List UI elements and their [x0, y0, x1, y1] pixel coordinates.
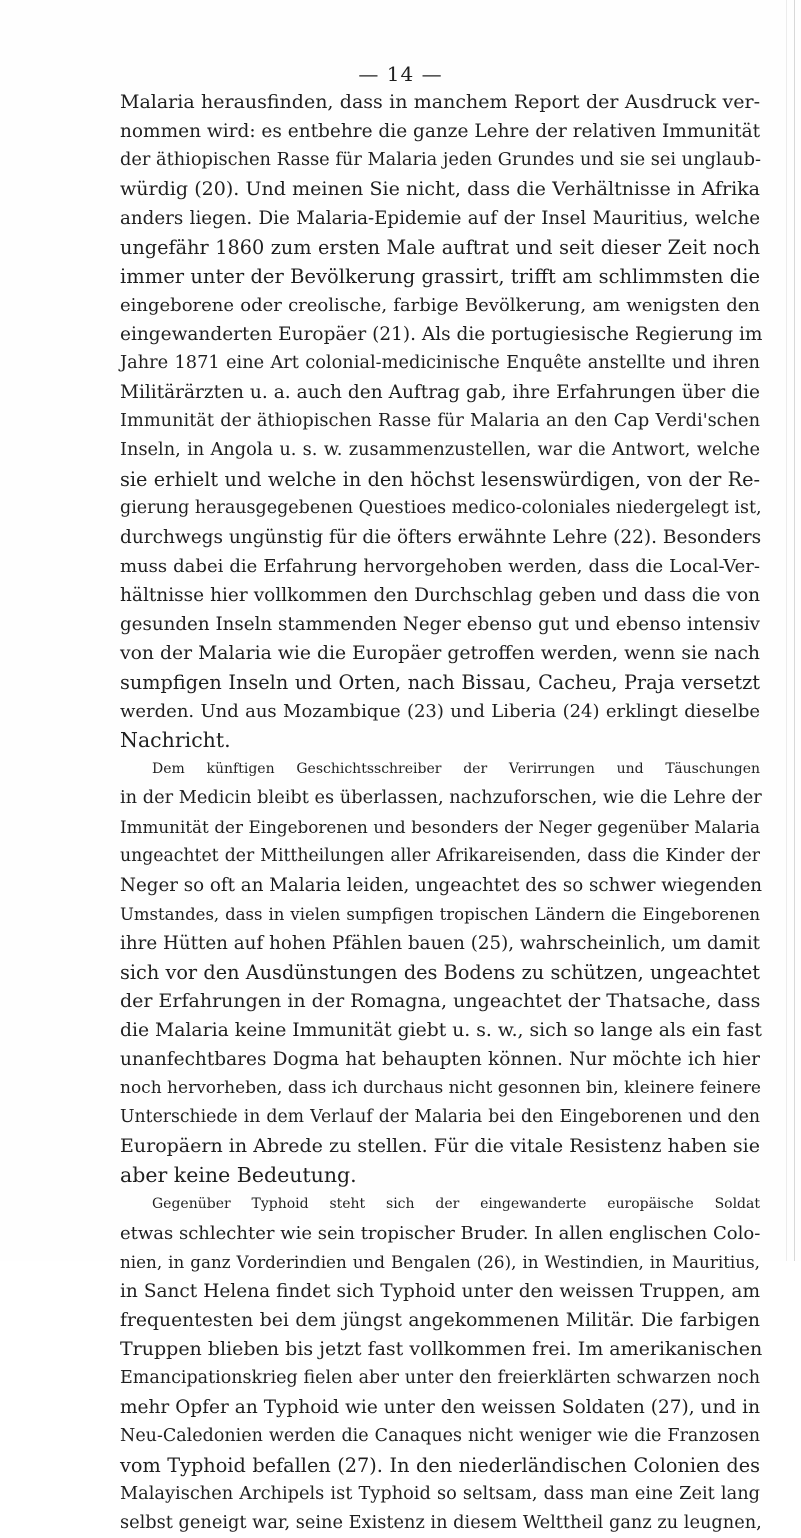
text-line: Unterschiede in dem Verlauf der Malaria bei den Eingeborenen und den: [120, 1107, 760, 1127]
text-line: Umstandes, dass in vielen sumpfigen tropischen Ländern die Eingeborenen: [120, 905, 760, 924]
text-line: gesunden Inseln stammenden Neger ebenso gut und ebenso intensiv: [120, 614, 760, 635]
text-line: etwas schlechter wie sein tropischer Bruder. In allen englischen Colo-: [120, 1223, 761, 1244]
text-line: von der Malaria wie die Europäer getroffen werden, wenn sie nach: [120, 643, 760, 664]
text-line: Nachricht.: [120, 728, 231, 752]
text-line: selbst geneigt war, seine Existenz in diesem Welttheil ganz zu leugnen,: [120, 1513, 762, 1533]
text-line: der äthiopischen Rasse für Malaria jeden Grundes und sie sei unglaub-: [120, 150, 761, 170]
text-line: mehr Opfer an Typhoid wie unter den weissen Soldaten (27), und in: [120, 1397, 760, 1418]
text-line: Immunität der äthiopischen Rasse für Malaria an den Cap Verdi'schen: [120, 411, 760, 431]
text-line: nien, in ganz Vorderindien und Bengalen (26), in Westindien, in Mauritius,: [120, 1252, 760, 1272]
text-line: frequentesten bei dem jüngst angekommenen Militär. Die farbigen: [120, 1310, 760, 1331]
text-line: vom Typhoid befallen (27). In den niederländischen Colonien des: [120, 1454, 760, 1477]
text-line: hältnisse hier vollkommen den Durchschlag geben und dass die von: [120, 585, 760, 606]
text-line: Militärärzten u. a. auch den Auftrag gab, ihre Erfahrungen über die: [120, 382, 760, 403]
text-line: Neu-Caledonien werden die Canaques nicht weniger wie die Franzosen: [120, 1426, 760, 1446]
text-line: anders liegen. Die Malaria-Epidemie auf der Insel Mauritius, welche: [120, 208, 760, 229]
text-line: sich vor den Ausdünstungen des Bodens zu schützen, ungeachtet: [120, 961, 760, 984]
text-line: Neger so oft an Malaria leiden, ungeachtet des so schwer wiegenden: [120, 875, 763, 896]
text-line: ihre Hütten auf hohen Pfählen bauen (25), wahrscheinlich, um damit: [120, 933, 760, 954]
text-line: Jahre 1871 eine Art colonial-medicinische Enquête anstellte und ihren: [120, 353, 760, 373]
text-line: Emancipationskrieg fielen aber unter den freierklärten schwarzen noch: [120, 1368, 760, 1388]
page-number: — 14 —: [358, 62, 443, 86]
text-line: muss dabei die Erfahrung hervorgehoben werden, dass die Local-Ver-: [120, 556, 760, 577]
text-line: Malayischen Archipels ist Typhoid so seltsam, dass man eine Zeit lang: [120, 1484, 760, 1504]
text-line: noch hervorheben, dass ich durchaus nicht gesonnen bin, kleinere feinere: [120, 1078, 761, 1098]
text-line: sumpfigen Inseln und Orten, nach Bissau, Cacheu, Praja versetzt: [120, 671, 760, 694]
page-edge: [794, 0, 795, 1261]
text-line: eingewanderten Europäer (21). Als die portugiesische Regierung im: [120, 324, 763, 345]
text-line: durchwegs ungünstig für die öfters erwähnte Lehre (22). Besonders: [120, 527, 762, 548]
text-line: werden. Und aus Mozambique (23) und Liberia (24) erklingt dieselbe: [120, 701, 760, 722]
text-line: ungeachtet der Mittheilungen aller Afrikareisenden, dass die Kinder der: [120, 846, 760, 866]
text-line: der Erfahrungen in der Romagna, ungeachtet der Thatsache, dass: [120, 990, 761, 1012]
text-line: die Malaria keine Immunität giebt u. s. w., sich so lange als ein fast: [120, 1020, 762, 1041]
text-line: Dem künftigen Geschichtsschreiber der Verirrungen und Täuschungen: [152, 761, 760, 777]
text-line: Immunität der Eingeborenen und besonders der Neger gegenüber Malaria: [120, 817, 760, 837]
text-line: eingeborene oder creolische, farbige Bevölkerung, am wenigsten den: [120, 295, 760, 316]
text-line: in der Medicin bleibt es überlassen, nachzuforschen, wie die Lehre der: [120, 788, 762, 808]
text-line: unanfechtbares Dogma hat behaupten können. Nur möchte ich hier: [120, 1049, 760, 1070]
text-line: würdig (20). Und meinen Sie nicht, dass die Verhältnisse in Afrika: [120, 178, 760, 200]
text-line: nommen wird: es entbehre die ganze Lehre der relativen Immunität: [120, 121, 761, 142]
text-line: gierung herausgegebenen Questioes medico-coloniales niedergelegt ist,: [120, 498, 762, 518]
text-line: Inseln, in Angola u. s. w. zusammenzustellen, war die Antwort, welche: [120, 440, 760, 460]
text-line: ungefähr 1860 zum ersten Male auftrat und seit dieser Zeit noch: [120, 236, 760, 259]
body-text: [120, 88, 763, 1538]
text-line: in Sanct Helena findet sich Typhoid unter den weissen Truppen, am: [120, 1281, 760, 1302]
text-line: Truppen blieben bis jetzt fast vollkommen frei. Im amerikanischen: [120, 1338, 763, 1360]
page-edge-shadow: [786, 0, 787, 1261]
text-line: Malaria herausfinden, dass in manchem Report der Ausdruck ver-: [120, 91, 760, 113]
text-line: Europäern in Abrede zu stellen. Für die vitale Resistenz haben sie: [120, 1135, 760, 1157]
text-line: Gegenüber Typhoid steht sich der eingewanderte europäische Soldat: [152, 1196, 760, 1212]
text-line: aber keine Bedeutung.: [120, 1163, 357, 1187]
text-line: sie erhielt und welche in den höchst lesenswürdigen, von der Re-: [120, 468, 760, 491]
text-line: immer unter der Bevölkerung grassirt, trifft am schlimmsten die: [120, 265, 760, 288]
